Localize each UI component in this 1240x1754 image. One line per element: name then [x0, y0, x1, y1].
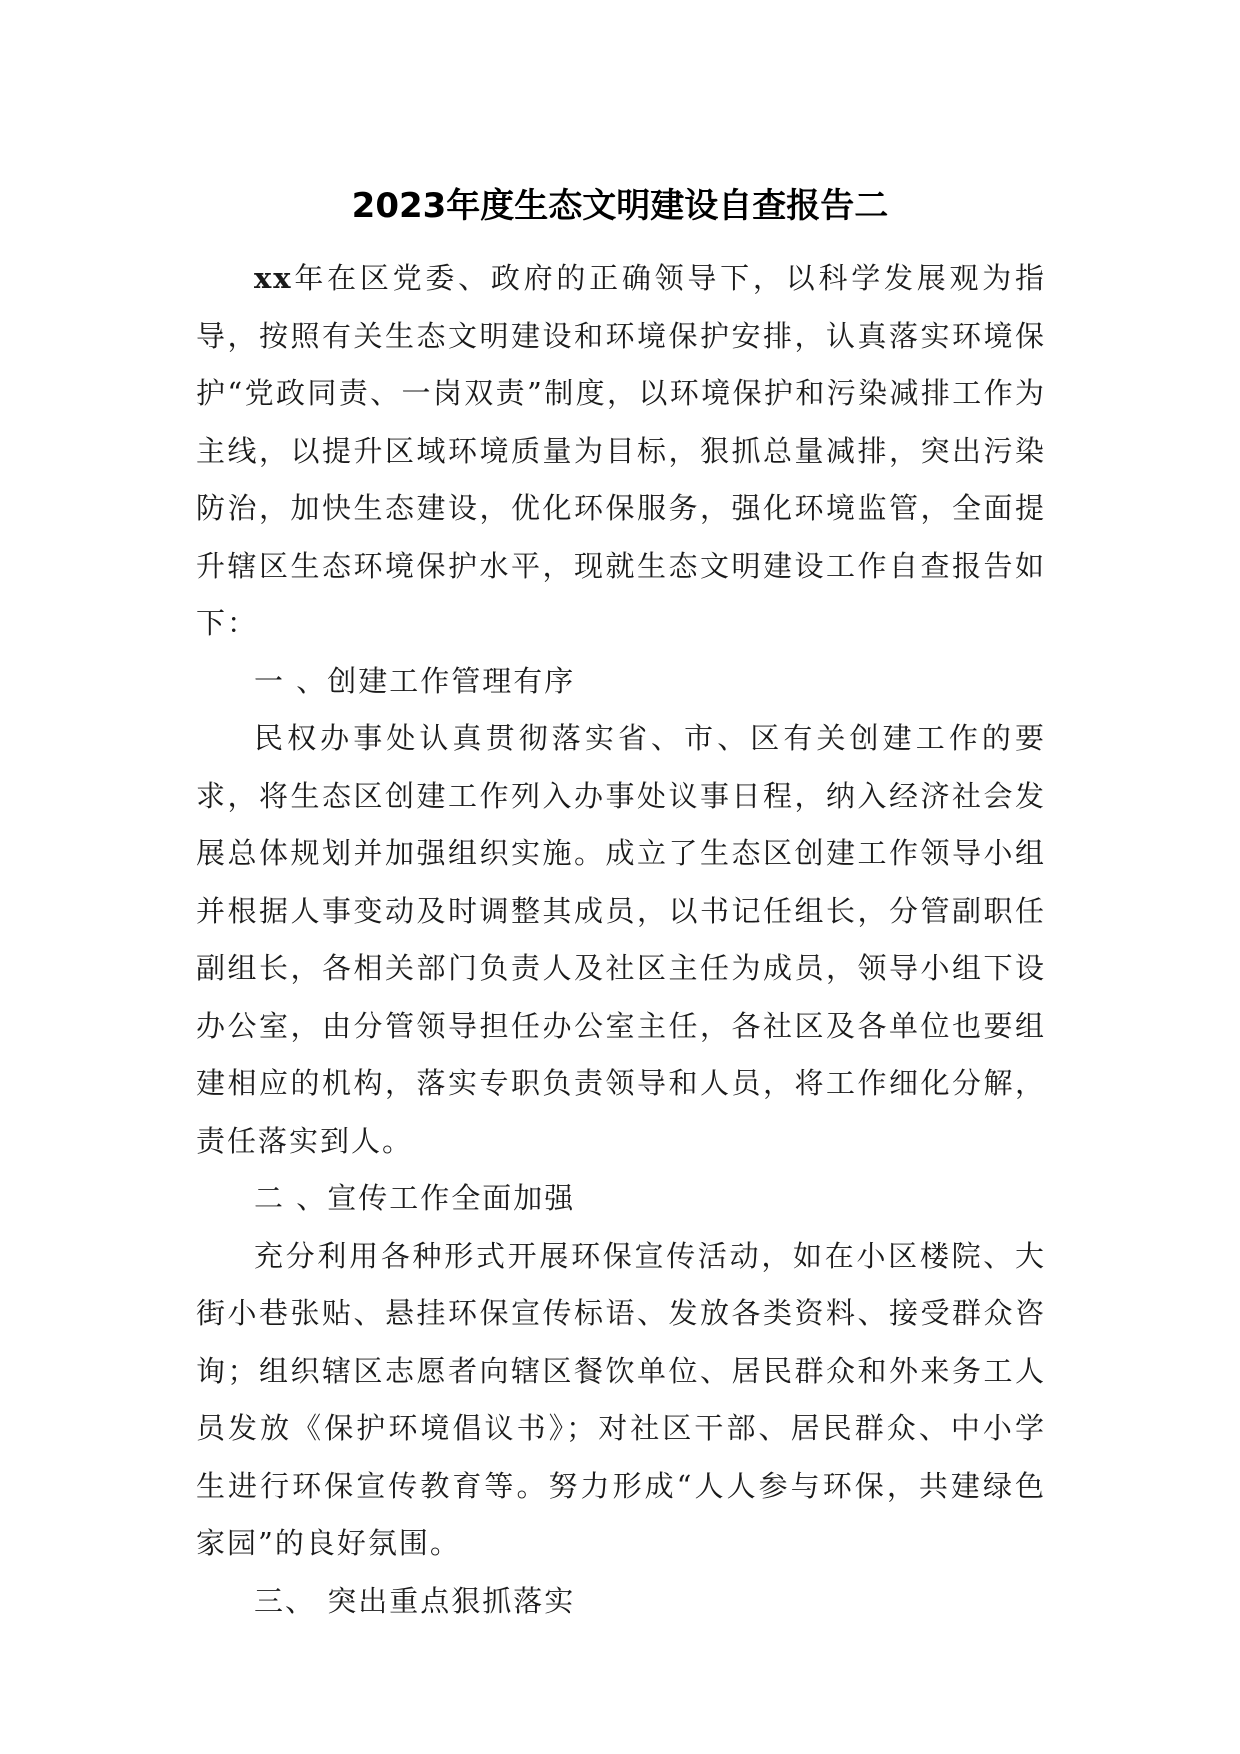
section-1-heading: 一 、创建工作管理有序: [254, 663, 576, 698]
intro-paragraph: [196, 250, 1046, 653]
section-2-body: 充分利用各种形式开展环保宣传活动，如在小区楼院、大街小巷张贴、悬挂环保宣传标语、发放各类资料、接受群众咨询；组织辖区志愿者向辖区餐饮单位、居民群众和外来务工人员发放《保护环境倡议书》；对社区干部、居民群众、中小学生进行环保宣传教育等。努力形成“人人参与环保，共建绿色家园”的良好氛围。: [196, 1238, 1046, 1560]
document-body: [196, 250, 1046, 1630]
section-1-body: 民权办事处认真贯彻落实省、市、区有关创建工作的要求，将生态区创建工作列入办事处议事日程，纳入经济社会发展总体规划并加强组织实施。成立了生态区创建工作领导小组并根据人事变动及时调整其成员，以书记任组长，分管副职任副组长，各相关部门负责人及社区主任为成员，领导小组下设办公室，由分管领导担任办公室主任，各社区及各单位也要组建相应的机构，落实专职负责领导和人员，将工作细化分解，责任落实到人。: [196, 721, 1046, 1158]
section-3-heading: 三、 突出重点狠抓落实: [254, 1583, 576, 1618]
document-title: 2023年度生态文明建设自查报告二: [351, 186, 889, 226]
intro-lead: xx: [254, 261, 293, 295]
section-2-heading: 二 、宣传工作全面加强: [254, 1181, 576, 1215]
intro-text: 年在区党委、政府的正确领导下，以科学发展观为指导，按照有关生态文明建设和环境保护安排，认真落实环境保护“党政同责、一岗双责”制度，以环境保护和污染减排工作为主线，以提升区域环境质量为目标，狠抓总量减排，突出污染防治，加快生态建设，优化环保服务，强化环境监管，全面提升辖区生态环境保护水平，现就生态文明建设工作自查报告如下：: [196, 261, 1046, 640]
